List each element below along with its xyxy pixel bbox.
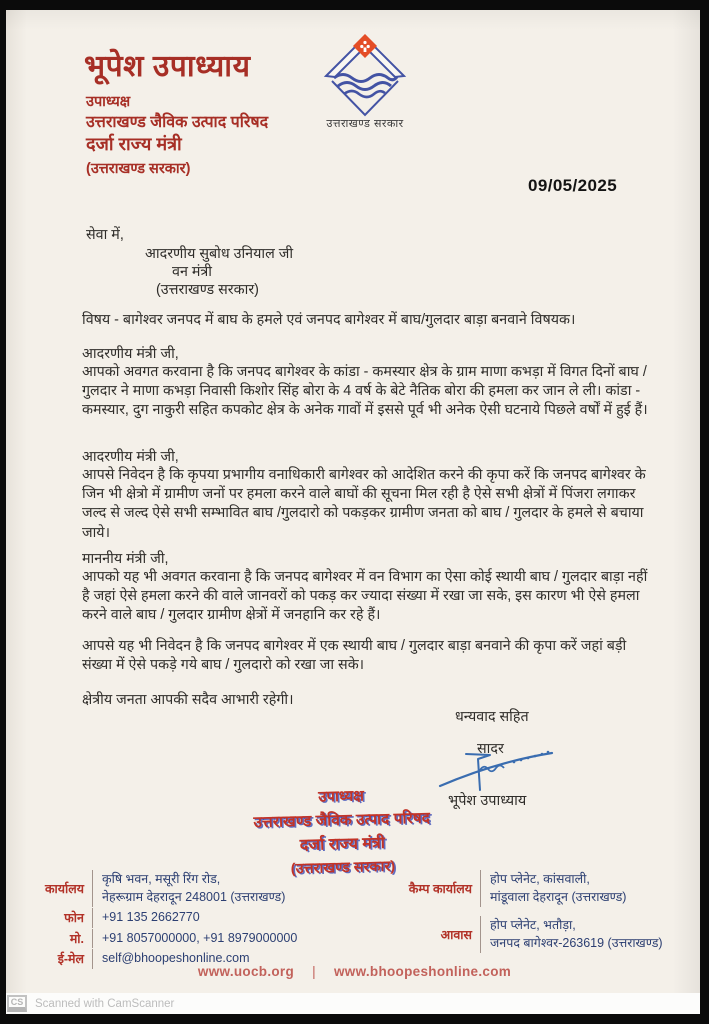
footer-label-email: ई-मेल bbox=[57, 952, 84, 967]
footer-residence-line: जनपद बागेश्वर-263619 (उत्तराखण्ड) bbox=[490, 935, 663, 950]
footer-residence-line: होप प्लेनेट, भतौड़ा, bbox=[490, 918, 576, 932]
letterhead-title-council: उत्तराखण्ड जैविक उत्पाद परिषद bbox=[86, 114, 269, 131]
letterhead-title-minister-rank: दर्जा राज्य मंत्री bbox=[86, 134, 182, 154]
para2-text: आपसे निवेदन है कि कृपया प्रभागीय वनाधिकारी बागेश्वर को आदेशित करने की कृपा करें कि जनपद बागेश्वर के जिन भी क्षेत्रो में ग्रामीण जनों पर हमला करने वाले बाघों की सूचना मिल रही है ऐसे सभी क्षेत्रों में पिंजरा लगाकर जल्द से जल्द ऐसे सभी सम्भावित बाघ /गुलदारो को पकड़कर ग्रामीण जनता को बाघ / गुलदार के हमले से बचाया जाये। bbox=[82, 467, 646, 541]
website-separator: | bbox=[312, 964, 316, 979]
letterhead-title-designation: उपाध्यक्ष bbox=[86, 94, 131, 110]
footer-label-camp-office: कैम्प कार्यालय bbox=[408, 882, 472, 896]
stamp-line: दर्जा राज्य मंत्री bbox=[299, 834, 386, 855]
para3-salutation: माननीय मंत्री जी, bbox=[82, 551, 169, 567]
footer-row-camp-office bbox=[388, 870, 663, 907]
footer-row-office bbox=[34, 870, 297, 907]
footer-label-phone: फोन bbox=[64, 911, 84, 926]
closing-regards: सादर bbox=[477, 741, 504, 757]
website-uocb-link: www.uocb.org bbox=[197, 964, 295, 979]
website-bhoopesh-link: www.bhoopeshonline.com bbox=[333, 964, 512, 979]
para1-salutation: आदरणीय मंत्री जी, bbox=[82, 346, 179, 362]
letterhead-name: भूपेश उपाध्याय bbox=[84, 50, 251, 83]
footer-value-mobile: +91 8057000000, +91 8979000000 bbox=[92, 929, 297, 949]
para3-text: आपको यह भी अवगत करवाना है कि जनपद बागेश्वर में वन विभाग का ऐसा कोई स्थायी बाघ / गुलदार बाड़ा नहीं है जहां ऐसे हमला करने की वाले जानवरों को पकड़ कर ज्यादा संख्या में रखा जा सके, इस कारण भी ऐसे हमला करने वाले बाघ / गुलदार ग्रामीण क्षेत्रों में जनहानि कर रहे हैं। bbox=[82, 569, 648, 624]
recipient-govt: (उत्तराखण्ड सरकार) bbox=[156, 282, 259, 298]
recipient-name: आदरणीय सुबोध उनियाल जी bbox=[145, 246, 294, 262]
closing-thanks: धन्यवाद सहित bbox=[455, 709, 529, 725]
footer-camp-line: होप प्लेनेट, कांसवाली, bbox=[490, 872, 590, 886]
footer-row-phone bbox=[34, 908, 297, 928]
footer-value-email: self@bhoopeshonline.com bbox=[92, 949, 250, 969]
subject-line: विषय - बागेश्वर जनपद में बाघ के हमले एवं जनपद बागेश्वर में बाघ/गुलदार बाड़ा बनवाने विषयक। bbox=[82, 312, 576, 328]
footer-value-office bbox=[92, 870, 285, 907]
footer-websites bbox=[0, 964, 709, 979]
letter-date: 09/05/2025 bbox=[528, 176, 618, 195]
signatory-name: भूपेश उपाध्याय bbox=[448, 793, 527, 809]
footer-contact-right bbox=[388, 870, 663, 954]
footer-label-mobile: मो. bbox=[69, 931, 84, 946]
footer-label-residence: आवास bbox=[440, 928, 472, 942]
footer-camp-line: मांडूवाला देहरादून (उत्तराखण्ड) bbox=[490, 889, 627, 904]
footer-value-camp-office bbox=[480, 870, 626, 907]
para2-salutation: आदरणीय मंत्री जी, bbox=[82, 449, 179, 465]
letterhead-title-govt: (उत्तराखण्ड सरकार) bbox=[86, 161, 191, 177]
stamp-line: (उत्तराखण्ड सरकार) bbox=[290, 858, 396, 878]
camscanner-text: Scanned with CamScanner bbox=[35, 997, 175, 1010]
footer-office-line: कृषि भवन, मसूरी रिंग रोड, bbox=[102, 872, 221, 886]
recipient-designation: वन मंत्री bbox=[172, 264, 212, 280]
stamp-line: उत्तराखण्ड जैविक उत्पाद परिषद bbox=[253, 809, 431, 832]
footer-row-residence bbox=[388, 916, 663, 953]
recipient-salutation: सेवा में, bbox=[86, 227, 124, 243]
camscanner-watermark bbox=[6, 993, 700, 1014]
para1-text: आपको अवगत करवाना है कि जनपद बागेश्वर के कांडा - कमस्यार क्षेत्र के ग्राम माणा कभड़ा में विगत दिनों बाघ / गुलदार ने माणा कभड़ा निवासी किशोर सिंह बोरा के 4 वर्ष के बेटे नैतिक बोरा की हमला कर जान ले ली। कांडा - कमस्यार, दुग नाकुरी सहित कपकोट क्षेत्र के अनेक गावों में इससे पूर्व भी अनेक ऐसी घटनाये पिछले वर्षों में हुई हैं। bbox=[82, 364, 648, 419]
footer-office-line: नेहरूग्राम देहरादून 248001 (उत्तराखण्ड) bbox=[102, 889, 286, 904]
camscanner-icon: CS bbox=[7, 995, 27, 1012]
footer-label-office: कार्यालय bbox=[44, 882, 84, 896]
uttarakhand-govt-emblem-icon bbox=[320, 34, 410, 118]
footer-value-residence bbox=[480, 916, 663, 953]
para5-text: क्षेत्रीय जनता आपकी सदैव आभारी रहेगी। bbox=[82, 692, 294, 708]
footer-contact-left bbox=[34, 870, 297, 970]
footer-row-mobile bbox=[34, 929, 297, 949]
emblem-caption: उत्तराखण्ड सरकार bbox=[326, 118, 404, 130]
official-stamp bbox=[231, 783, 453, 880]
para4-text: आपसे यह भी निवेदन है कि जनपद बागेश्वर में एक स्थायी बाघ / गुलदार बाड़ा बनवाने की कृपा करें जहां बड़ी संख्या में ऐसे पकड़े गये बाघ / गुलदारो को रखा जा सके। bbox=[82, 638, 627, 674]
stamp-line: उपाध्यक्ष bbox=[317, 787, 365, 806]
footer-value-phone: +91 135 2662770 bbox=[92, 908, 200, 928]
